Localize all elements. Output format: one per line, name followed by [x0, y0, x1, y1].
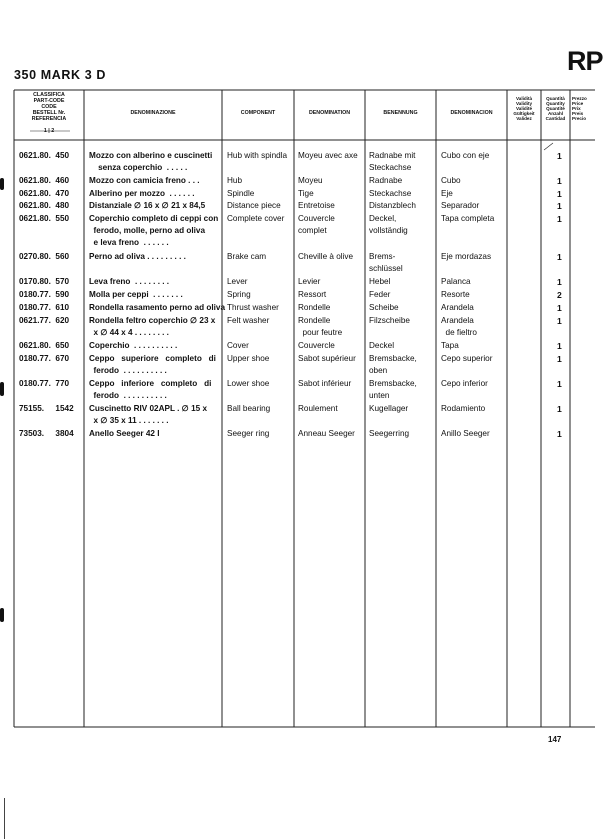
- german-name: vollständig: [369, 226, 408, 235]
- italian-name: Mozzo con alberino e cuscinetti: [89, 151, 213, 160]
- model-title: 350 MARK 3 D: [14, 68, 106, 82]
- binding-line: [4, 798, 5, 839]
- english-name: Cover: [227, 341, 249, 350]
- italian-name: Coperchio completo di ceppi con: [89, 214, 219, 223]
- french-name: Moyeu avec axe: [298, 151, 358, 160]
- quantity: 1: [557, 189, 562, 199]
- german-name: Seegerring: [369, 429, 410, 438]
- english-name: Hub: [227, 176, 243, 185]
- column-header-validity: Validità Validity Validité Gültigkeit Validez: [513, 96, 535, 121]
- german-name: Steckachse: [369, 163, 412, 172]
- italian-name: Coperchio . . . . . . . . . .: [89, 341, 178, 350]
- italian-name: Leva freno . . . . . . . .: [89, 277, 170, 286]
- part-code: 0180.77. 590: [19, 290, 70, 299]
- french-name: Tige: [298, 189, 314, 198]
- french-name: Sabot supérieur: [298, 354, 356, 363]
- italian-name: Ceppo inferiore completo di: [89, 379, 212, 388]
- quantity: 1: [557, 201, 562, 211]
- french-name: Ressort: [298, 290, 327, 299]
- french-name: Anneau Seeger: [298, 429, 355, 438]
- quantity: 1: [557, 303, 562, 313]
- quantity: 1: [557, 379, 562, 389]
- spanish-name: Eje mordazas: [441, 252, 492, 261]
- german-name: oben: [369, 366, 388, 375]
- part-code: 0621.80. 550: [19, 214, 70, 223]
- spanish-name: Arandela: [441, 316, 474, 325]
- column-header-italian: DENOMINAZIONE: [130, 110, 176, 116]
- german-name: unten: [369, 391, 390, 400]
- italian-name: ferodo, molle, perno ad oliva: [89, 226, 206, 235]
- quantity: 1: [557, 277, 562, 287]
- french-name: Couvercle: [298, 214, 335, 223]
- spanish-name: Arandela: [441, 303, 474, 312]
- spanish-name: Tapa completa: [441, 214, 495, 223]
- german-name: Radnabe mit: [369, 151, 416, 160]
- spanish-name: Separador: [441, 201, 480, 210]
- quantity: 2: [557, 290, 562, 300]
- part-code: 75155. 1542: [19, 404, 74, 413]
- column-header-quantity: Quantità Quantity Quantité Anzahl Cantidad: [545, 96, 566, 121]
- italian-name: senza coperchio . . . . .: [89, 163, 188, 172]
- quantity: 1: [557, 404, 562, 414]
- spanish-name: Cepo superior: [441, 354, 493, 363]
- italian-name: Molla per ceppi . . . . . . .: [89, 290, 183, 299]
- part-code: 0621.77. 620: [19, 316, 70, 325]
- spanish-name: Resorte: [441, 290, 470, 299]
- french-name: complet: [298, 226, 327, 235]
- english-name: Upper shoe: [227, 354, 270, 363]
- italian-name: Ceppo superiore completo di: [89, 354, 216, 363]
- french-name: Entretoise: [298, 201, 335, 210]
- english-name: Hub with spindla: [227, 151, 288, 160]
- page-number: 147: [548, 735, 562, 744]
- part-code: 73503. 3804: [19, 429, 74, 438]
- italian-name: Anello Seeger 42 I: [89, 429, 160, 438]
- part-code: 0621.80. 450: [19, 151, 70, 160]
- italian-name: Distanziale ∅ 16 x ∅ 21 x 84,5: [89, 201, 206, 210]
- english-name: Thrust washer: [227, 303, 279, 312]
- english-name: Brake cam: [227, 252, 267, 261]
- part-code: 0621.80. 460: [19, 176, 70, 185]
- german-name: Kugellager: [369, 404, 409, 413]
- italian-name: Perno ad oliva . . . . . . . . .: [89, 252, 186, 261]
- german-name: Brems-: [369, 252, 396, 261]
- part-code: 0170.80. 570: [19, 277, 70, 286]
- corner-code: RP: [567, 46, 603, 76]
- english-name: Spindle: [227, 189, 255, 198]
- italian-name: Mozzo con camicia freno . . .: [89, 176, 200, 185]
- german-name: Distanzblech: [369, 201, 416, 210]
- quantity: 1: [557, 151, 562, 161]
- english-name: Seeger ring: [227, 429, 270, 438]
- quantity: 1: [557, 354, 562, 364]
- german-name: Deckel,: [369, 214, 397, 223]
- french-name: Couvercle: [298, 341, 335, 350]
- quantity: 1: [557, 252, 562, 262]
- italian-name: Alberino per mozzo . . . . . .: [89, 189, 195, 198]
- column-header-french: DENOMINATION: [308, 110, 351, 116]
- french-name: Levier: [298, 277, 321, 286]
- part-code: 0621.80. 650: [19, 341, 70, 350]
- italian-name: e leva freno . . . . . .: [89, 238, 169, 247]
- italian-name: Rondella feltro coperchio ∅ 23 x: [89, 316, 216, 325]
- binding-mark: [0, 178, 4, 190]
- spanish-name: Eje: [441, 189, 453, 198]
- spanish-name: Cubo con eje: [441, 151, 490, 160]
- german-name: Scheibe: [369, 303, 399, 312]
- quantity: 1: [557, 176, 562, 186]
- english-name: Complete cover: [227, 214, 285, 223]
- binding-mark: [0, 382, 4, 396]
- german-name: Bremsbacke,: [369, 354, 417, 363]
- french-name: pour feutre: [298, 328, 343, 337]
- french-name: Cheville à olive: [298, 252, 354, 261]
- german-name: Filzscheibe: [369, 316, 410, 325]
- column-header-spanish: DENOMINACION: [450, 110, 493, 116]
- spanish-name: Cepo inferior: [441, 379, 488, 388]
- column-header-german: BENENNUNG: [383, 110, 418, 116]
- spanish-name: Tapa: [441, 341, 459, 350]
- italian-name: x ∅ 35 x 11 . . . . . . .: [89, 416, 169, 425]
- french-name: Sabot inférieur: [298, 379, 352, 388]
- column-header-code: CLASSIFICA PART-CODE CODE BESTELL Nr. REFERENCIA 1 | 2: [31, 92, 67, 134]
- english-name: Distance piece: [227, 201, 281, 210]
- english-name: Felt washer: [227, 316, 270, 325]
- binding-mark: [0, 608, 4, 622]
- french-name: Rondelle: [298, 316, 331, 325]
- spanish-name: Anillo Seeger: [441, 429, 490, 438]
- english-name: Spring: [227, 290, 251, 299]
- italian-name: x ∅ 44 x 4 . . . . . . . .: [89, 328, 169, 337]
- italian-name: Cuscinetto RIV 02APL . ∅ 15 x: [89, 404, 208, 413]
- italian-name: ferodo . . . . . . . . . .: [89, 366, 167, 375]
- column-header-price: Prezzo Price Prix Preis Precio: [572, 96, 587, 121]
- part-code: 0621.80. 470: [19, 189, 70, 198]
- part-code: 0270.80. 560: [19, 252, 70, 261]
- italian-name: Rondella rasamento perno ad oliva: [89, 303, 226, 312]
- german-name: Steckachse: [369, 189, 412, 198]
- english-name: Lower shoe: [227, 379, 270, 388]
- quantity: 1: [557, 429, 562, 439]
- german-name: Bremsbacke,: [369, 379, 417, 388]
- quantity: 1: [557, 214, 562, 224]
- german-name: schlüssel: [369, 264, 403, 273]
- english-name: Lever: [227, 277, 248, 286]
- spanish-name: Cubo: [441, 176, 461, 185]
- english-name: Ball bearing: [227, 404, 271, 413]
- german-name: Feder: [369, 290, 391, 299]
- italian-name: ferodo . . . . . . . . . .: [89, 391, 167, 400]
- spanish-name: Palanca: [441, 277, 471, 286]
- part-code: 0621.80. 480: [19, 201, 70, 210]
- german-name: Hebel: [369, 277, 391, 286]
- part-code: 0180.77. 770: [19, 379, 70, 388]
- french-name: Moyeu: [298, 176, 323, 185]
- german-name: Deckel: [369, 341, 395, 350]
- quantity: 1: [557, 316, 562, 326]
- column-header-english: COMPONENT: [240, 110, 276, 116]
- german-name: Radnabe: [369, 176, 403, 185]
- part-code: 0180.77. 670: [19, 354, 70, 363]
- spanish-name: de fieltro: [441, 328, 477, 337]
- part-code: 0180.77. 610: [19, 303, 70, 312]
- french-name: Roulement: [298, 404, 338, 413]
- quantity: 1: [557, 341, 562, 351]
- spanish-name: Rodamiento: [441, 404, 486, 413]
- french-name: Rondelle: [298, 303, 331, 312]
